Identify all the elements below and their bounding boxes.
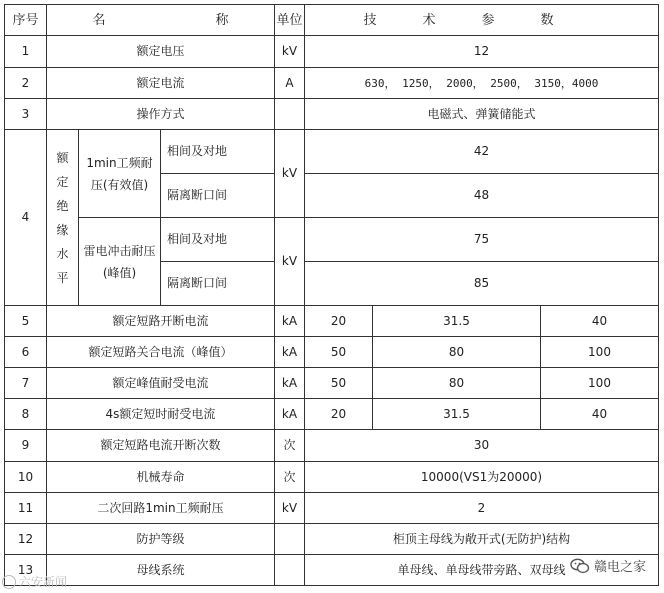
row-name: 操作方式 bbox=[47, 99, 275, 130]
watermark-left bbox=[2, 573, 67, 590]
row-value: 30 bbox=[305, 430, 659, 462]
row-value-3: 40 bbox=[541, 306, 659, 337]
row-name: 额定电压 bbox=[47, 36, 275, 68]
row-name: 额定短路关合电流（峰值） bbox=[47, 337, 275, 368]
row-name: 额定短路电流开断次数 bbox=[47, 430, 275, 462]
watermark-left-text: 六安新闻 bbox=[19, 575, 68, 589]
row-value: 630， 1250， 2000， 2500， 3150，4000 bbox=[305, 68, 659, 99]
row-value-1: 50 bbox=[305, 368, 373, 399]
table-row bbox=[5, 430, 659, 462]
row-unit: kV bbox=[275, 36, 305, 68]
row-no: 5 bbox=[5, 306, 47, 337]
phase-ground-label: 相间及对地 bbox=[161, 130, 275, 174]
row-unit: 次 bbox=[275, 462, 305, 493]
row-value-2: 31.5 bbox=[373, 306, 541, 337]
watermark-right-text: 赣电之家 bbox=[593, 560, 646, 575]
phase-ground-label: 相间及对地 bbox=[161, 218, 275, 262]
row-no: 10 bbox=[5, 462, 47, 493]
row-no: 7 bbox=[5, 368, 47, 399]
row-name: 额定电流 bbox=[47, 68, 275, 99]
row-name: 防护等级 bbox=[47, 524, 275, 555]
row-no: 13 bbox=[5, 555, 47, 586]
table-row bbox=[5, 68, 659, 99]
row-name: 额定短路开断电流 bbox=[47, 306, 275, 337]
row-unit bbox=[275, 524, 305, 555]
wechat-icon bbox=[570, 558, 590, 574]
row-no: 6 bbox=[5, 337, 47, 368]
row-value-2: 31.5 bbox=[373, 399, 541, 430]
row-value-1: 20 bbox=[305, 399, 373, 430]
header-name-left: 名 bbox=[92, 12, 106, 28]
row-unit: kA bbox=[275, 399, 305, 430]
table-row bbox=[5, 462, 659, 493]
table-row bbox=[5, 99, 659, 130]
table-row bbox=[5, 36, 659, 68]
row-value: 48 bbox=[305, 174, 659, 218]
table-row bbox=[5, 130, 659, 174]
table-header-row bbox=[5, 5, 659, 36]
header-params: 技术参数 bbox=[305, 5, 659, 36]
row-no: 9 bbox=[5, 430, 47, 462]
row-no: 2 bbox=[5, 68, 47, 99]
row-name: 二次回路1min工频耐压 bbox=[47, 493, 275, 524]
row-no: 8 bbox=[5, 399, 47, 430]
insulation-level-label bbox=[47, 130, 79, 306]
row-unit: kV bbox=[275, 218, 305, 306]
isolating-gap-label: 隔离断口间 bbox=[161, 174, 275, 218]
row-value: 柜顶主母线为敞开式(无防护)结构 bbox=[305, 524, 659, 555]
row-value: 单母线、单母线带旁路、双母线 bbox=[305, 555, 659, 586]
row-unit: A bbox=[275, 68, 305, 99]
row-value-3: 40 bbox=[541, 399, 659, 430]
row-unit: 次 bbox=[275, 430, 305, 462]
table-row bbox=[5, 368, 659, 399]
row-unit bbox=[275, 99, 305, 130]
isolating-gap-label: 隔离断口间 bbox=[161, 262, 275, 306]
power-frequency-label: 1min工频耐压(有效值) bbox=[79, 130, 161, 218]
row-value-2: 80 bbox=[373, 368, 541, 399]
insulation-level-text: 额定绝缘水平 bbox=[56, 150, 69, 285]
row-value-2: 80 bbox=[373, 337, 541, 368]
row-value-3: 100 bbox=[541, 368, 659, 399]
row-no: 3 bbox=[5, 99, 47, 130]
row-value: 12 bbox=[305, 36, 659, 68]
row-value: 电磁式、弹簧储能式 bbox=[305, 99, 659, 130]
spec-table bbox=[4, 4, 659, 586]
header-name-right: 称 bbox=[215, 12, 229, 28]
row-value: 10000(VS1为20000) bbox=[305, 462, 659, 493]
row-name: 母线系统 bbox=[47, 555, 275, 586]
row-unit: kV bbox=[275, 130, 305, 218]
row-value: 75 bbox=[305, 218, 659, 262]
table-row bbox=[5, 306, 659, 337]
table-row bbox=[5, 218, 659, 262]
lightning-impulse-label: 雷电冲击耐压(峰值) bbox=[79, 218, 161, 306]
table-row bbox=[5, 555, 659, 586]
row-value: 85 bbox=[305, 262, 659, 306]
row-no: 11 bbox=[5, 493, 47, 524]
row-unit: kA bbox=[275, 306, 305, 337]
row-no: 4 bbox=[5, 130, 47, 306]
row-no: 12 bbox=[5, 524, 47, 555]
header-name bbox=[47, 5, 275, 36]
watermark-right bbox=[570, 556, 646, 575]
header-unit: 单位 bbox=[275, 5, 305, 36]
row-name: 额定峰值耐受电流 bbox=[47, 368, 275, 399]
row-no: 1 bbox=[5, 36, 47, 68]
table-row bbox=[5, 493, 659, 524]
header-no: 序号 bbox=[5, 5, 47, 36]
row-unit: kV bbox=[275, 493, 305, 524]
row-name: 4s额定短时耐受电流 bbox=[47, 399, 275, 430]
row-unit: kA bbox=[275, 337, 305, 368]
row-value: 42 bbox=[305, 130, 659, 174]
watermark-circle-icon bbox=[2, 575, 16, 589]
row-unit: kA bbox=[275, 368, 305, 399]
row-unit bbox=[275, 555, 305, 586]
row-value: 2 bbox=[305, 493, 659, 524]
row-value-1: 50 bbox=[305, 337, 373, 368]
row-name: 机械寿命 bbox=[47, 462, 275, 493]
table-row bbox=[5, 524, 659, 555]
row-value-1: 20 bbox=[305, 306, 373, 337]
table-row bbox=[5, 337, 659, 368]
row-value-3: 100 bbox=[541, 337, 659, 368]
table-row bbox=[5, 399, 659, 430]
